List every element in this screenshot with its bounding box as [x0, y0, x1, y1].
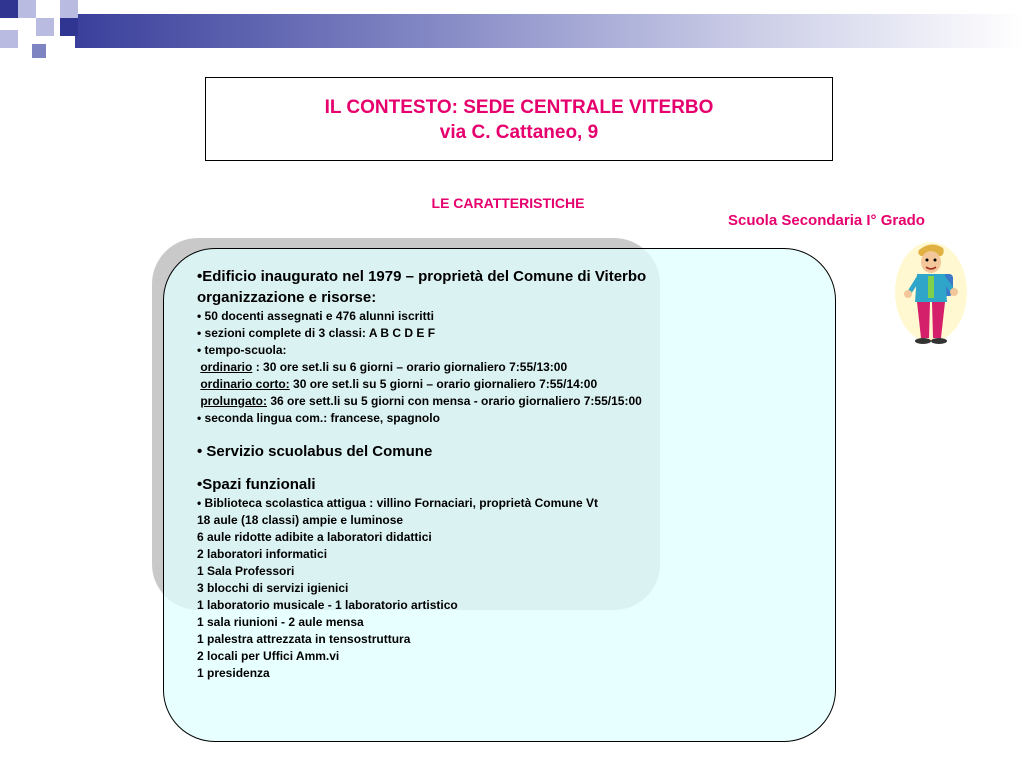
room-item: 1 laboratorio musicale - 1 laboratorio artistico	[197, 598, 458, 612]
title-line-2: via C. Cattaneo, 9	[439, 122, 599, 143]
lingua-line: • seconda lingua com.: francese, spagnolo	[197, 411, 440, 425]
subtitle-text: LE CARATTERISTICHE	[431, 195, 585, 211]
corner-square	[0, 30, 18, 48]
room-item: 2 locali per Uffici Amm.vi	[197, 649, 340, 663]
room-item: 1 palestra attrezzata in tensostruttura	[197, 632, 411, 646]
title-box	[205, 77, 833, 161]
corner-square	[0, 0, 18, 18]
student-cartoon-image	[895, 240, 967, 352]
ordinario-text: : 30 ore set.li su 6 giorni – orario giornaliero 7:55/13:00	[252, 360, 568, 374]
corner-square	[60, 18, 78, 36]
room-item: 1 Sala Professori	[197, 564, 295, 578]
spazi-line: •Spazi funzionali	[197, 476, 316, 493]
organizzazione-line: organizzazione e risorse:	[197, 289, 377, 306]
corner-square	[32, 44, 46, 58]
room-item: 2 laboratori informatici	[197, 547, 328, 561]
corner-squares	[0, 0, 80, 60]
prolungato-label: prolungato:	[200, 394, 267, 408]
corner-square	[60, 0, 78, 18]
room-item: 1 presidenza	[197, 666, 270, 680]
ordinario-label: ordinario	[200, 360, 253, 374]
corto-label: ordinario corto:	[200, 377, 290, 391]
prolungato-line	[197, 393, 817, 410]
tempo-line: • tempo-scuola:	[197, 343, 287, 357]
sezioni-line: • sezioni complete di 3 classi: A B C D E F	[197, 326, 436, 340]
edificio-line: •Edificio inaugurato nel 1979 – proprietà del Comune di Viterbo	[197, 268, 647, 285]
school-label: Scuola Secondaria I° Grado	[728, 212, 925, 229]
ordinario-line	[197, 359, 817, 376]
content-text	[197, 266, 817, 682]
room-item: 18 aule (18 classi) ampie e luminose	[197, 513, 404, 527]
corner-square	[18, 0, 36, 18]
room-item: 3 blocchi di servizi igienici	[197, 581, 349, 595]
room-item: 1 sala riunioni - 2 aule mensa	[197, 615, 364, 629]
docenti-line: • 50 docenti assegnati e 476 alunni iscritti	[197, 309, 434, 323]
section-subtitle	[0, 195, 1024, 211]
title-line-1: IL CONTESTO: SEDE CENTRALE VITERBO	[324, 97, 714, 118]
top-decorative-band	[75, 14, 1024, 48]
scuolabus-line: • Servizio scuolabus del Comune	[197, 443, 433, 460]
corner-square	[36, 18, 54, 36]
corto-text: 30 ore set.li su 5 giorni – orario giornaliero 7:55/14:00	[289, 377, 598, 391]
biblioteca-line: • Biblioteca scolastica attigua : villino Fornaciari, proprietà Comune Vt	[197, 496, 598, 510]
prolungato-text: 36 ore sett.li su 5 giorni con mensa - orario giornaliero 7:55/15:00	[267, 394, 642, 408]
corto-line	[197, 376, 817, 393]
room-item: 6 aule ridotte adibite a laboratori didattici	[197, 530, 432, 544]
